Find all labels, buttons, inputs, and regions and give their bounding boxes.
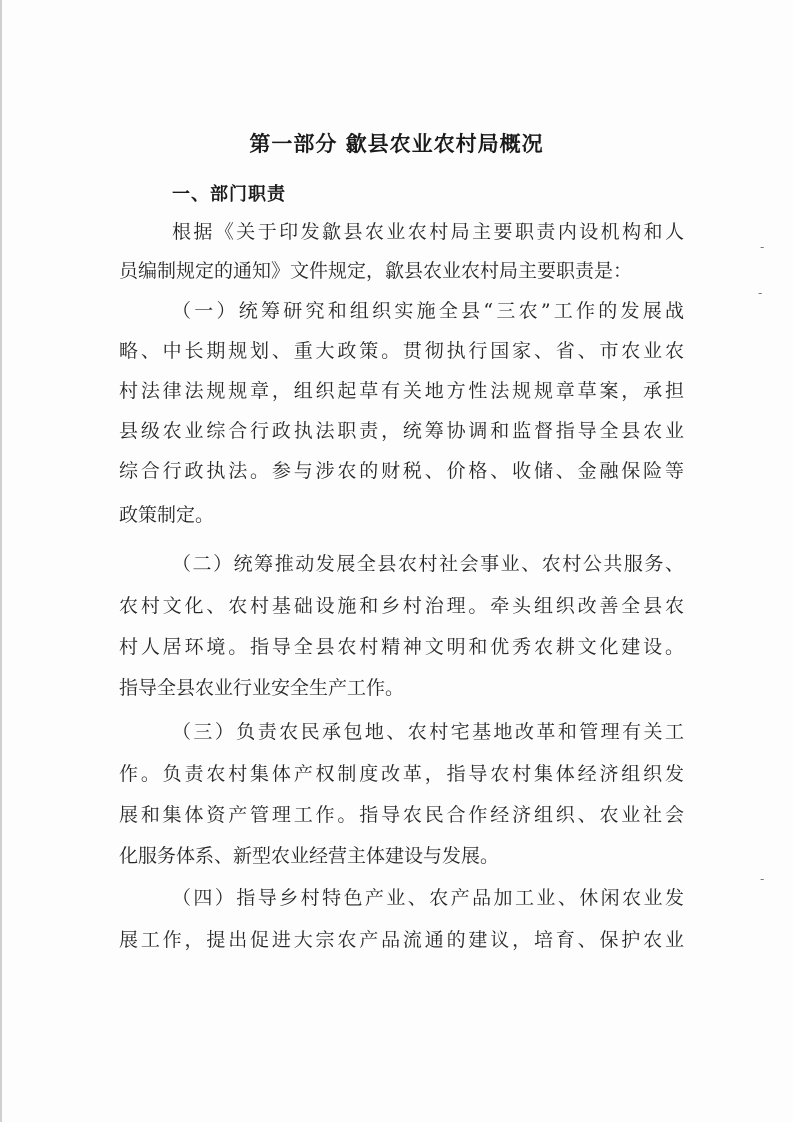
text-line: 政策制定。 <box>119 504 215 526</box>
text-line: 展和集体资产管理工作。指导农民合作经济组织、农业社会 <box>119 804 684 826</box>
text-line: 农村文化、农村基础设施和乡村治理。牵头组织改善全县农 <box>119 595 684 617</box>
text-line: 县级农业综合行政执法职责，统筹协调和监督指导全县农业 <box>119 420 684 442</box>
text-line: 指导全县农业行业安全生产工作。 <box>119 677 405 699</box>
section-heading: 一、部门职责 <box>172 184 286 205</box>
text-line: 村人居环境。指导全县农村精神文明和优秀农耕文化建设。 <box>119 636 684 658</box>
text-line: 略、中长期规划、重大政策。贯彻执行国家、省、市农业农 <box>119 340 684 362</box>
scan-edge <box>0 0 2 1122</box>
text-line: （二）统筹推动发展全县农村社会事业、农村公共服务、 <box>172 553 684 575</box>
text-line: 村法律法规规章，组织起草有关地方性法规规章草案，承担 <box>119 380 684 402</box>
margin-mark: - <box>758 286 763 300</box>
text-line: （三）负责农民承包地、农村宅基地改革和管理有关工 <box>172 721 684 743</box>
text-line: 综合行政执法。参与涉农的财税、价格、收储、金融保险等 <box>119 460 684 482</box>
text-line: 员编制规定的通知》文件规定，歙县农业农村局主要职责是： <box>119 260 633 282</box>
margin-mark: - <box>760 872 765 886</box>
text-line: 展工作，提出促进大宗农产品流通的建议，培育、保护农业 <box>119 929 684 951</box>
text-line: 化服务体系、新型农业经营主体建设与发展。 <box>119 845 500 867</box>
text-line: （一）统筹研究和组织实施全县“三农”工作的发展战 <box>172 300 684 322</box>
text-line: 根据《关于印发歙县农业农村局主要职责内设机构和人 <box>172 221 684 243</box>
margin-mark: - <box>760 240 765 254</box>
text-line: 作。负责农村集体产权制度改革，指导农村集体经济组织发 <box>119 763 684 785</box>
text-line: （四）指导乡村特色产业、农产品加工业、休闲农业发 <box>172 887 684 909</box>
page-title: 第一部分 歙县农业农村局概况 <box>249 132 544 156</box>
